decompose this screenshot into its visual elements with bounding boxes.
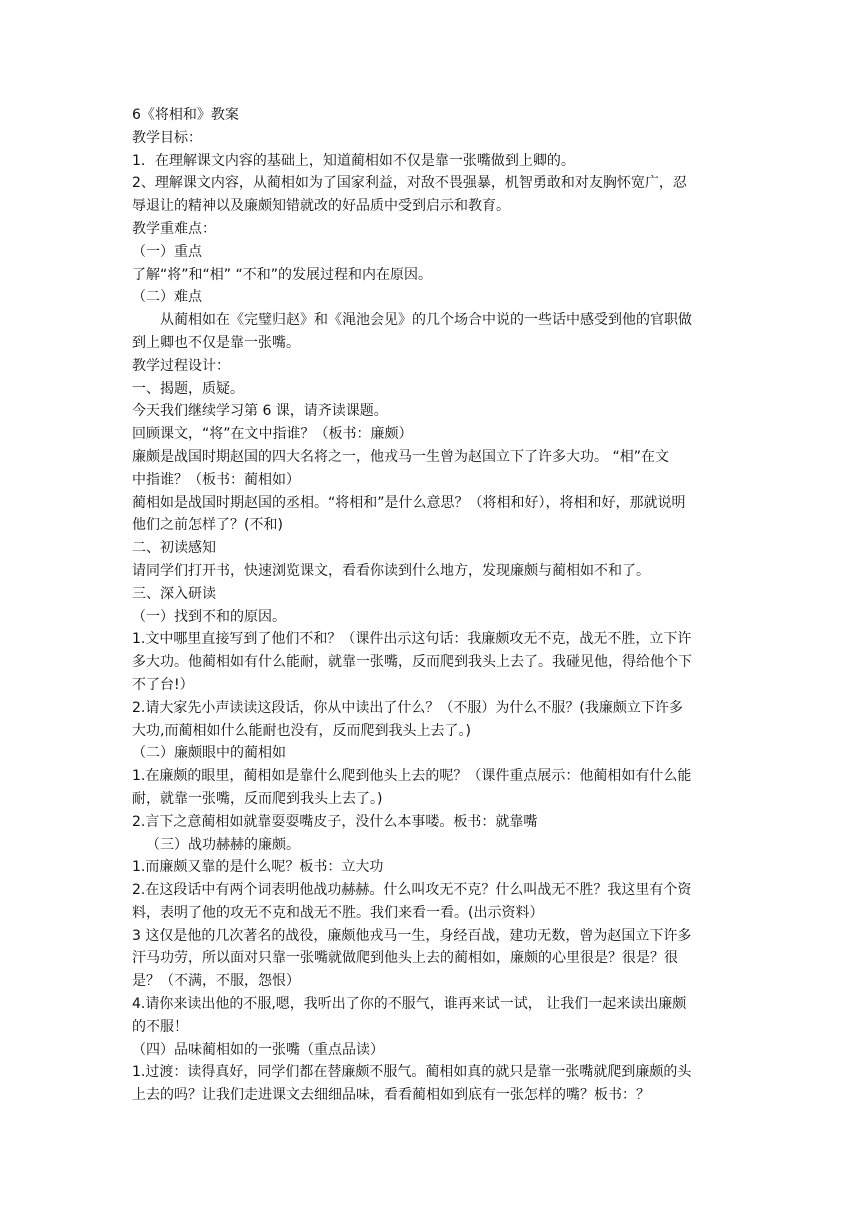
text-line: 料，表明了他的攻无不克和战无不胜。我们来看一看。(出示资料） xyxy=(132,904,544,921)
text-line: （二）廉颇眼中的蔺相如 xyxy=(132,745,286,762)
document-body xyxy=(132,104,732,1107)
text-line: 4.请你来读出他的不服,嗯，我听出了你的不服气，谁再来试一试， 让我们一起来读出廉颇 xyxy=(132,996,687,1013)
text-line: 2.请大家先小声读读这段话，你从中读出了什么？（不服）为什么不服？(我廉颇立下许多 xyxy=(132,699,683,716)
text-line: 1.在廉颇的眼里，蔺相如是靠什么爬到他头上去的呢？（课件重点展示：他蔺相如有什么能 xyxy=(132,768,692,785)
text-line: 蔺相如是战国时期赵国的丞相。“将相和”是什么意思？（将相和好），将相和好，那就说明 xyxy=(132,494,686,511)
text-line: 他们之前怎样了？(不和) xyxy=(132,517,283,534)
text-line: 1.过渡：读得真好，同学们都在替廉颇不服气。蔺相如真的就只是靠一张嘴就爬到廉颇的头 xyxy=(132,1064,692,1081)
text-line: 从蔺相如在《完璧归赵》和《渑池会见》的几个场合中说的一些话中感受到他的官职做 xyxy=(160,312,692,329)
document-title: 6《将相和》教案 xyxy=(132,107,239,123)
text-line: 的不服！ xyxy=(132,1018,188,1035)
text-line: 耐，就靠一张嘴，反而爬到我头上去了。) xyxy=(132,790,383,807)
text-line: （一）找到不和的原因。 xyxy=(132,608,286,625)
text-line: 3 这仅是他的几次著名的战役，廉颇他戎马一生，身经百战，建功无数，曾为赵国立下许多 xyxy=(132,927,692,944)
text-line: 上去的吗？让我们走进课文去细细品味，看看蔺相如到底有一张怎样的嘴？板书：？ xyxy=(132,1087,650,1104)
text-line: （四）品味蔺相如的一张嘴（重点品读） xyxy=(132,1041,384,1058)
text-line: 2、理解课文内容，从蔺相如为了国家利益，对敌不畏强暴，机智勇敢和对友胸怀宽广，忍 xyxy=(132,175,687,192)
section-heading: 教学重难点： xyxy=(132,220,216,237)
text-line: 一、揭题，质疑。 xyxy=(132,380,244,397)
text-line: 1．在理解课文内容的基础上，知道蔺相如不仅是靠一张嘴做到上卿的。 xyxy=(132,152,575,169)
text-line: 了解“将”和“相” “不和”的发展过程和内在原因。 xyxy=(132,266,432,283)
text-line: 汗马功劳，所以面对只靠一张嘴就做爬到他头上去的蔺相如，廉颇的心里很是？很是？很 xyxy=(132,950,678,967)
text-line: （一）重点 xyxy=(132,243,202,260)
text-line: 1.而廉颇又靠的是什么呢？板书：立大功 xyxy=(132,859,384,876)
text-line: 到上卿也不仅是靠一张嘴。 xyxy=(132,334,300,351)
text-line: 辱退让的精神以及廉颇知错就改的好品质中受到启示和教育。 xyxy=(132,198,510,215)
text-line: 是？（不满，不服，怨恨） xyxy=(132,973,300,990)
section-heading: 二、初读感知 xyxy=(132,540,216,557)
text-line: 2.言下之意蔺相如就靠耍耍嘴皮子，没什么本事喽。板书：就靠嘴 xyxy=(132,813,538,830)
text-line: 今天我们继续学习第 6 课，请齐读课题。 xyxy=(132,403,388,420)
section-heading: 三、深入研读 xyxy=(132,585,216,602)
text-line: （三）战功赫赫的廉颇。 xyxy=(146,836,300,853)
text-line: 多大功。他蔺相如有什么能耐，就靠一张嘴，反而爬到我头上去了。我碰见他，得给他个下 xyxy=(132,654,692,671)
text-line: 廉颇是战国时期赵国的四大名将之一，他戎马一生曾为赵国立下了许多大功。 “相”在文 xyxy=(132,448,669,465)
text-line: 回顾课文，“将”在文中指谁？（板书：廉颇） xyxy=(132,426,413,443)
text-line: 1.文中哪里直接写到了他们不和？（课件出示这句话：我廉颇攻无不克，战无不胜，立下许 xyxy=(132,631,692,648)
section-heading: 教学过程设计： xyxy=(132,357,230,374)
text-line: 教学目标： xyxy=(132,129,202,146)
text-line: 不了台!） xyxy=(132,676,194,693)
text-line: 请同学们打开书，快速浏览课文，看看你读到什么地方，发现廉颇与蔺相如不和了。 xyxy=(132,562,650,579)
text-line: （二）难点 xyxy=(132,289,202,306)
text-line: 大功,而蔺相如什么能耐也没有，反而爬到我头上去了。) xyxy=(132,722,471,739)
text-line: 中指谁？（板书：蔺相如） xyxy=(132,471,300,488)
text-line: 2.在这段话中有两个词表明他战功赫赫。什么叫攻无不克？什么叫战无不胜？我这里有个资 xyxy=(132,882,692,899)
